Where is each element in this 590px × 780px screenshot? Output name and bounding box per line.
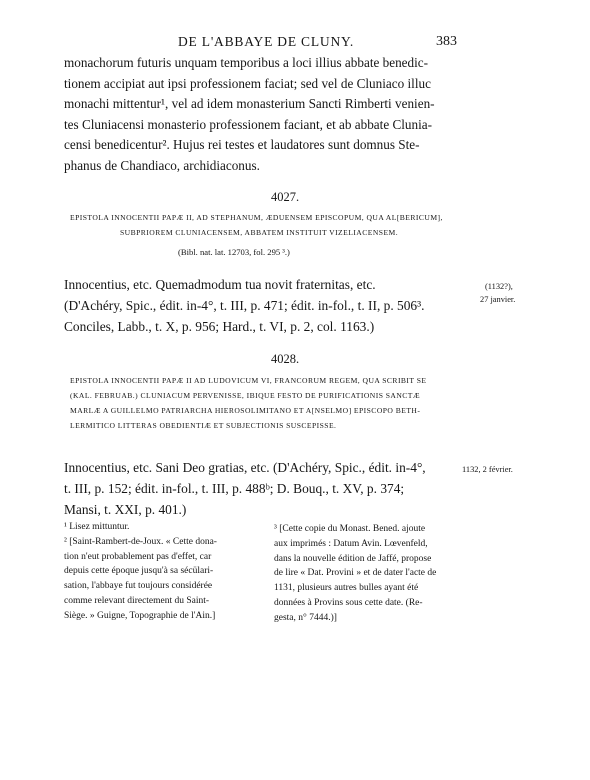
- charter-continuation-paragraph: [64, 53, 454, 176]
- document-4027-text: [64, 274, 425, 337]
- caption-line: EPISTOLA INNOCENTII PAPÆ II AD LUDOVICUM VI, FRANCORUM REGEM, QUA SCRIBIT SE: [70, 376, 427, 385]
- footnotes-right-column: [274, 522, 436, 626]
- text-line: censi benedicentur². Hujus rei testes et laudatores sunt domnus Ste-: [64, 137, 420, 152]
- footnote-line: comme relevant directement du Saint-: [64, 595, 210, 606]
- caption-line: (KAL. FEBRUAB.) CLUNIACUM PERVENISSE, IBIQUE FESTO DE PURIFICATIONIS SANCTÆ: [70, 391, 421, 400]
- footnote-line: sation, l'abbaye fut toujours considérée: [64, 581, 213, 592]
- text-line: (D'Achéry, Spic., édit. in-4°, t. III, p. 471; édit. in-fol., t. II, p. 506³.: [64, 298, 425, 313]
- footnote-line: ³ [Cette copie du Monast. Bened. ajoute: [274, 524, 426, 534]
- footnote-line: dans la nouvelle édition de Jaffé, propose: [274, 553, 432, 564]
- footnote-line: ¹ Lisez mittuntur.: [64, 522, 130, 532]
- text-line: Conciles, Labb., t. X, p. 956; Hard., t. VI, p. 2, col. 1163.): [64, 319, 375, 334]
- text-line: monachi mittentur¹, vel ad idem monasterium Sancti Rimberti venien-: [64, 96, 435, 111]
- document-number-4028: 4028.: [270, 352, 300, 366]
- text-line: Innocentius, etc. Sani Deo gratias, etc. (D'Achéry, Spic., édit. in-4°,: [64, 460, 426, 475]
- caption-line: LERMITICO LITTERAS OBEDIENTIÆ ET SUBJECTIONIS SUSCEPISSE.: [70, 421, 337, 430]
- footnote-line: aux imprimés : Datum Avin. Lœvenfeld,: [274, 538, 428, 549]
- footnote-line: gesta, n° 7444.)]: [274, 612, 337, 623]
- document-4028-margin-date: 1132, 2 février.: [462, 465, 513, 474]
- footnote-line: de lire « Dat. Provini » et de dater l'acte de: [274, 568, 437, 579]
- document-4027-bibliography: (Bibl. nat. lat. 12703, fol. 295 ³.): [178, 247, 290, 257]
- footnote-line: tion n'eut probablement pas d'effet, car: [64, 551, 212, 562]
- text-line: Mansi, t. XXI, p. 401.): [64, 502, 187, 517]
- caption-line: MARLÆ A GUILLELMO PATRIARCHA HIEROSOLIMITANO ET A[NSELMO] EPISCOPO BETH-: [70, 406, 421, 415]
- text-line: phanus de Chandiaco, archidiaconus.: [64, 157, 260, 173]
- footnote-line: Siège. » Guigne, Topographie de l'Ain.]: [64, 610, 216, 621]
- document-number-4027: 4027.: [270, 190, 300, 204]
- text-line: Innocentius, etc. Quemadmodum tua novit fraternitas, etc.: [64, 277, 376, 292]
- document-4027-caption-line: SUBPRIOREM CLUNIACENSEM, ABBATEM INSTITUIT VIZELIACENSEM.: [120, 228, 399, 237]
- text-line: tes Cluniacensi monasterio professionem faciant, et ab abbate Clunia-: [64, 116, 433, 132]
- text-line: t. III, p. 152; édit. in-fol., t. III, p. 488ᵇ; D. Bouq., t. XV, p. 374;: [64, 481, 405, 496]
- document-4028-caption: [70, 373, 426, 433]
- document-4027-caption-line: EPISTOLA INNOCENTII PAPÆ II, AD STEPHANUM, ÆDUENSEM EPISCOPUM, QUA AL[BERICUM],: [70, 213, 443, 222]
- page-number: 383: [436, 34, 457, 49]
- footnotes-left-column: [64, 520, 217, 624]
- document-4027-margin-day: 27 janvier.: [480, 295, 516, 304]
- document-4027-margin-year: (1132?),: [485, 282, 513, 291]
- footnote-line: données à Provins sous cette date. (Re-: [274, 597, 423, 608]
- footnote-line: ² [Saint-Rambert-de-Joux. « Cette dona-: [64, 536, 217, 547]
- running-header-title: DE L'ABBAYE DE CLUNY.: [178, 34, 354, 49]
- document-4028-text: [64, 457, 426, 520]
- text-line: monachorum futuris unquam temporibus a loci illius abbate benedic-: [64, 55, 429, 70]
- footnote-line: depuis cette époque jusqu'à sa sécülari-: [64, 566, 214, 577]
- footnote-line: 1131, plusieurs autres bulles ayant été: [274, 583, 419, 594]
- text-line: tionem accipiat aut ipsi professionem faciat; sed vel de Cluniaco illuc: [64, 75, 431, 91]
